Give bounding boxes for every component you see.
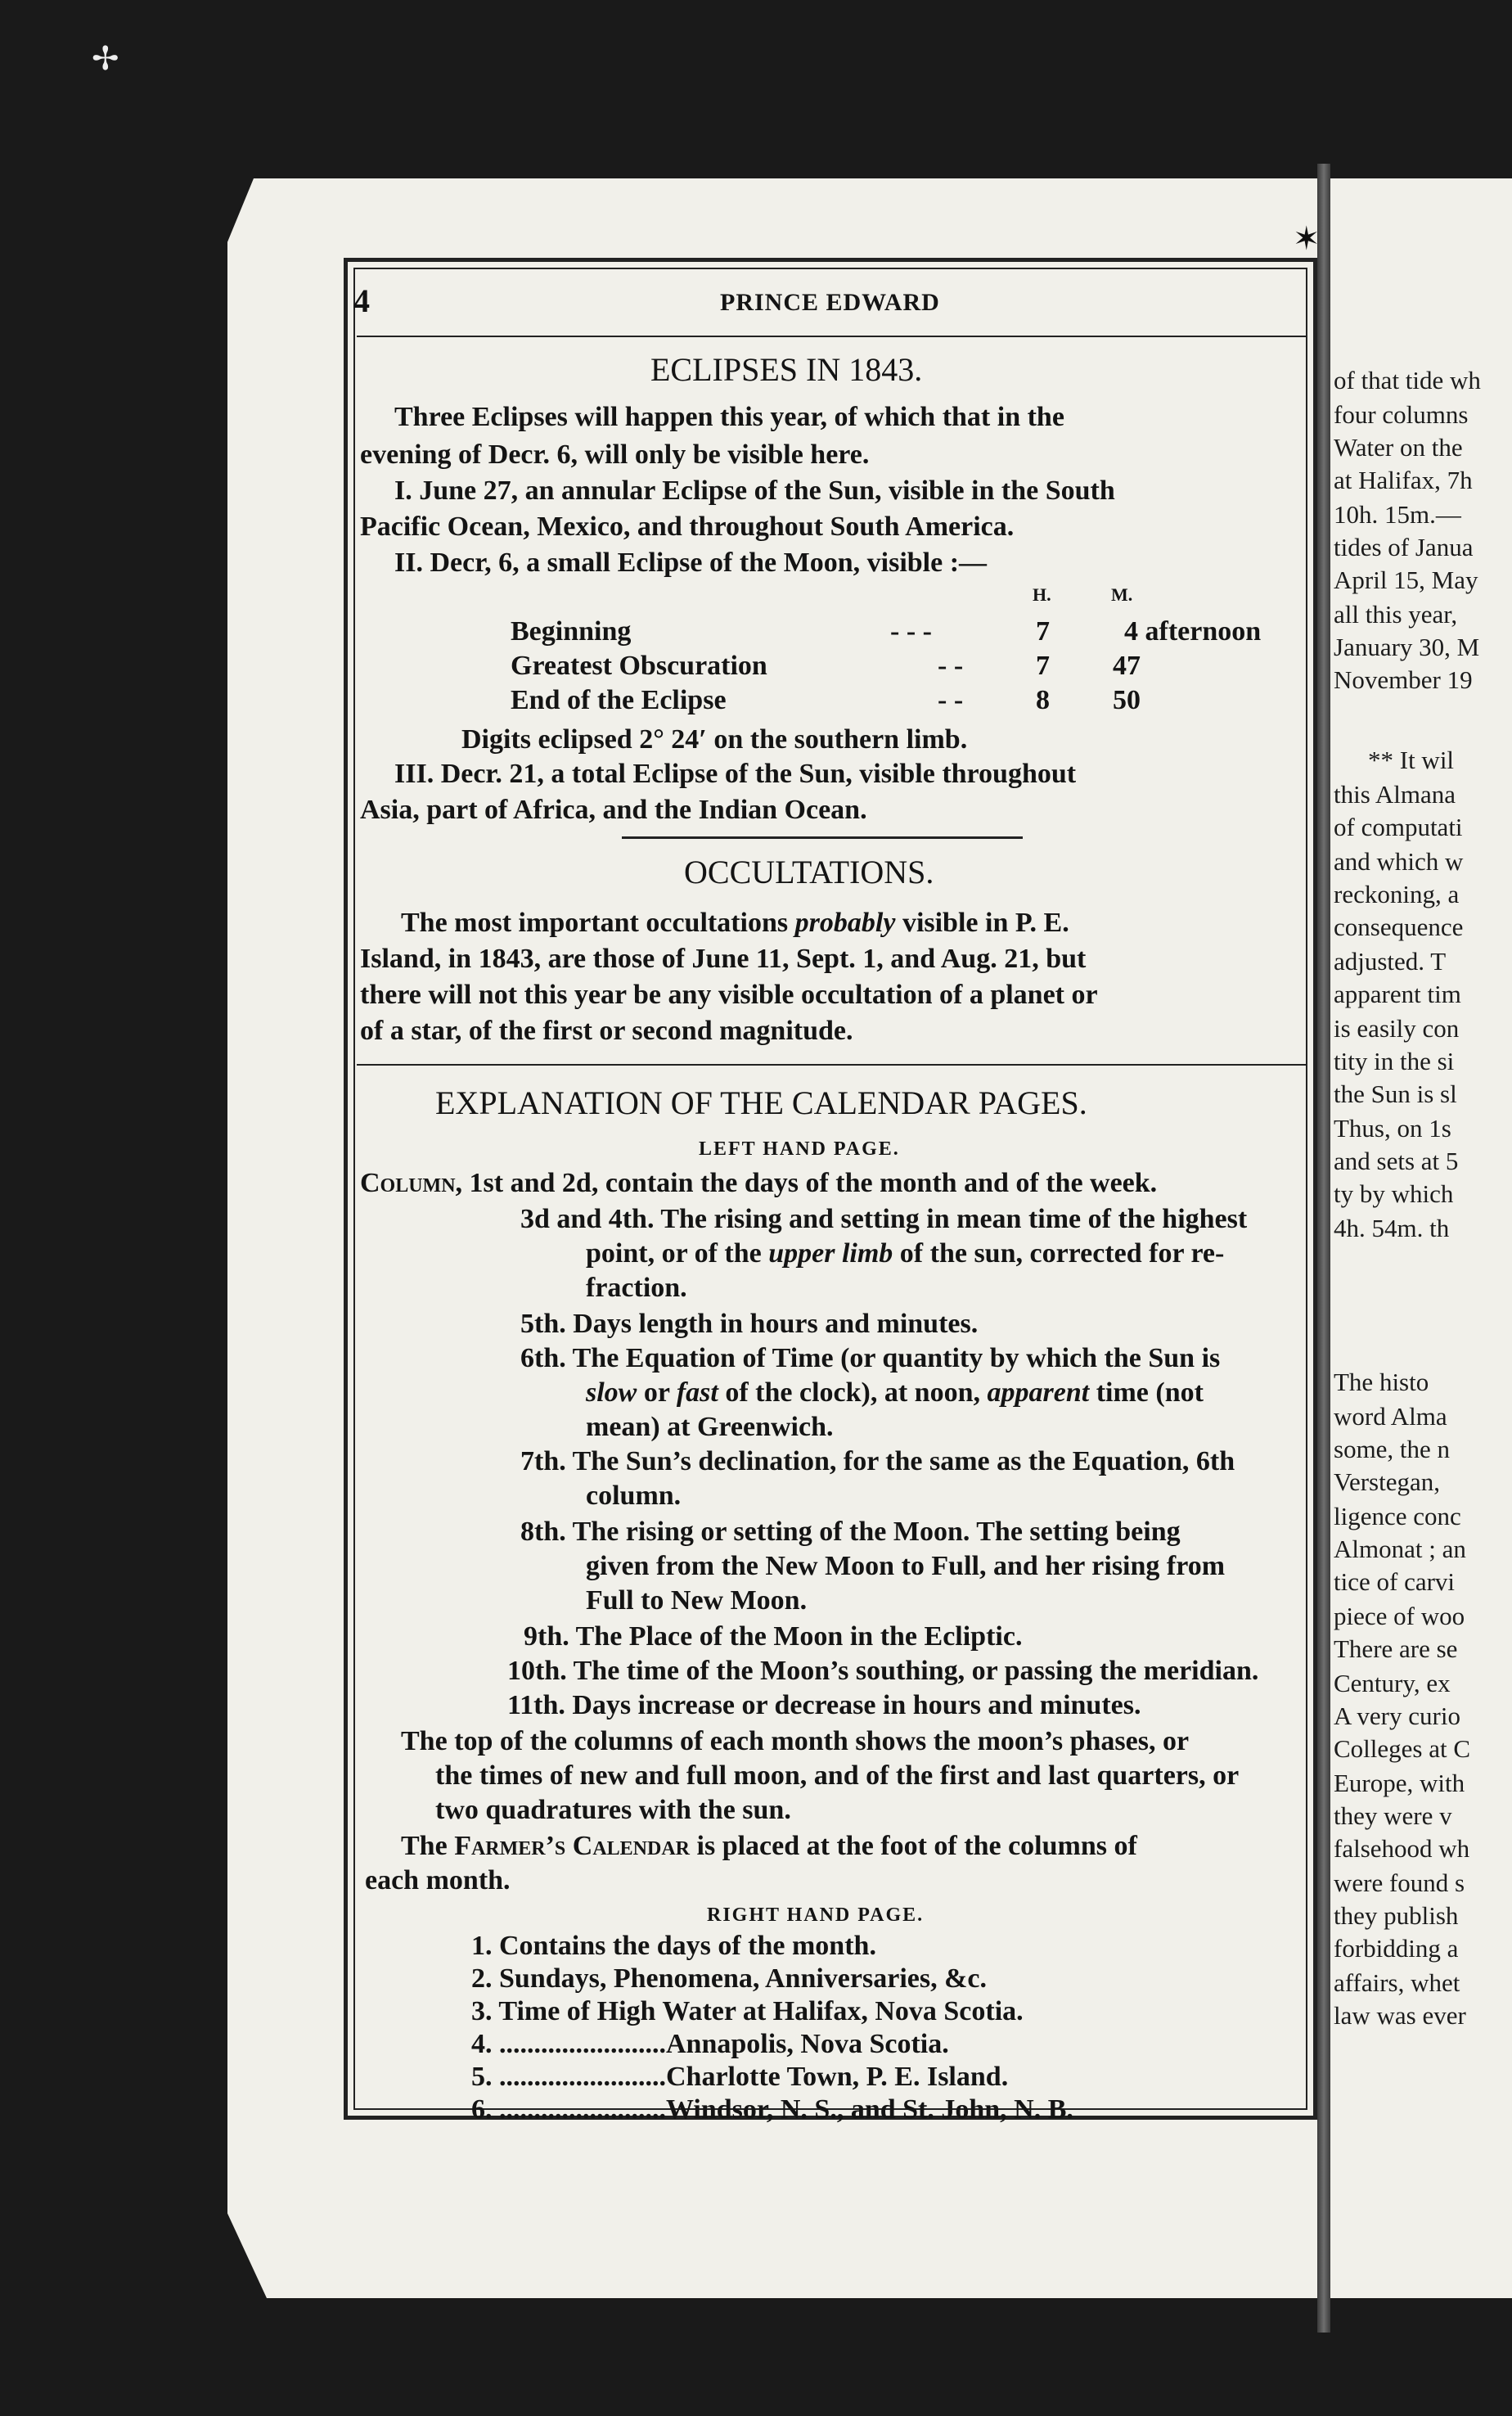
text: , 1st and 2d, contain the days of the month and of the week. xyxy=(455,1168,1158,1198)
table-head-minutes: M. xyxy=(1111,584,1133,605)
adjacent-page-line: Europe, with xyxy=(1334,1769,1465,1797)
adjacent-page-line: and which w xyxy=(1334,847,1464,876)
adjacent-page-line: of computati xyxy=(1334,813,1463,841)
top-of-columns-line-3: two quadratures with the sun. xyxy=(435,1795,791,1825)
eclipse-item-3-line-1: III. Decr. 21, a total Eclipse of the Sun, visible throughout xyxy=(394,759,1077,789)
text: is placed at the foot of the columns of xyxy=(690,1831,1137,1861)
occultations-line-1 xyxy=(401,907,1069,940)
adjacent-page-line: they publish xyxy=(1334,1901,1459,1930)
row-label: Greatest Obscuration xyxy=(511,651,767,681)
adjacent-page-line: tice of carvi xyxy=(1334,1567,1456,1596)
book-gutter xyxy=(1317,164,1330,2333)
adjacent-page-line: piece of woo xyxy=(1334,1602,1465,1630)
occultations-heading: OCCULTATIONS. xyxy=(684,854,934,890)
adjacent-page-line: Verstegan, xyxy=(1334,1467,1440,1496)
adjacent-page-line: November 19 xyxy=(1334,665,1473,694)
row-label: End of the Eclipse xyxy=(511,685,727,715)
right-item-2: 2. Sundays, Phenomena, Anniversaries, &c. xyxy=(471,1963,987,1994)
column-9: 9th. The Place of the Moon in the Ecliptic. xyxy=(524,1621,1023,1652)
adjacent-page-line: reckoning, a xyxy=(1334,880,1460,908)
binding-star: ✶ xyxy=(1293,220,1321,257)
adjacent-page-line: adjusted. T xyxy=(1334,947,1447,976)
emphasis: fast xyxy=(676,1377,718,1408)
eclipses-heading: ECLIPSES IN 1843. xyxy=(650,351,923,388)
column-7-line-2: column. xyxy=(586,1481,682,1511)
row-hours: 7 xyxy=(1036,651,1050,681)
eclipse-item-1-line-2: Pacific Ocean, Mexico, and throughout South America. xyxy=(360,512,1015,542)
adjacent-page-line: Water on the xyxy=(1334,433,1463,462)
right-item-4: 4. ........................Annapolis, Nova Scotia. xyxy=(471,2029,949,2059)
column-1-2 xyxy=(360,1167,1157,1200)
digits-eclipsed: Digits eclipsed 2° 24′ on the southern limb. xyxy=(461,724,968,755)
eclipse-item-3-line-2: Asia, part of Africa, and the Indian Ocean. xyxy=(360,795,867,825)
occultations-line-2: Island, in 1843, are those of June 11, Sept. 1, and Aug. 21, but xyxy=(360,944,1087,974)
text: time (not xyxy=(1089,1377,1204,1408)
column-3-4-line-3: fraction. xyxy=(586,1273,687,1303)
adjacent-page-line: January 30, M xyxy=(1334,633,1480,661)
section-divider xyxy=(622,836,1023,839)
text: or xyxy=(637,1377,677,1408)
adjacent-page-line: ligence conc xyxy=(1334,1502,1461,1530)
emphasis: apparent xyxy=(987,1377,1090,1408)
adjacent-page-line: all this year, xyxy=(1334,600,1458,629)
row-dashes: - - - xyxy=(890,616,932,647)
adjacent-page-line: consequence xyxy=(1334,913,1464,941)
eclipse-item-1-line-1: I. June 27, an annular Eclipse of the Sun, visible in the South xyxy=(394,476,1115,506)
adjacent-page-line: falsehood wh xyxy=(1334,1834,1470,1863)
adjacent-page-line: April 15, May xyxy=(1334,566,1478,594)
column-5: 5th. Days length in hours and minutes. xyxy=(520,1309,979,1339)
adjacent-page-line: apparent tim xyxy=(1334,980,1461,1008)
column-label: Column xyxy=(360,1168,456,1198)
adjacent-page-line: A very curio xyxy=(1334,1702,1460,1730)
adjacent-page-line: at Halifax, 7h xyxy=(1334,466,1473,494)
farmers-calendar-line-2: each month. xyxy=(365,1865,511,1895)
adjacent-page-line: Colleges at C xyxy=(1334,1734,1471,1763)
adjacent-page-line: is easily con xyxy=(1334,1014,1460,1043)
adjacent-page-line: There are se xyxy=(1334,1634,1458,1663)
occultations-line-4: of a star, of the first or second magnitude. xyxy=(360,1016,853,1046)
text: of the clock), at noon, xyxy=(718,1377,988,1408)
header-rule xyxy=(357,336,1306,337)
top-of-columns-line-1: The top of the columns of each month shows the moon’s phases, or xyxy=(401,1726,1190,1756)
adjacent-page-line: The histo xyxy=(1334,1368,1429,1396)
farmers-calendar-line-1 xyxy=(401,1830,1137,1863)
adjacent-page-line: four columns xyxy=(1334,400,1469,429)
eclipses-intro-1: Three Eclipses will happen this year, of which that in the xyxy=(394,402,1064,432)
column-6-line-3: mean) at Greenwich. xyxy=(586,1412,834,1442)
adjacent-page-line: were found s xyxy=(1334,1868,1465,1897)
column-8-line-3: Full to New Moon. xyxy=(586,1585,808,1616)
adjacent-page-line: law was ever xyxy=(1334,2001,1466,2030)
adjacent-page-line: tides of Janua xyxy=(1334,533,1474,561)
adjacent-page-line: the Sun is sl xyxy=(1334,1080,1457,1108)
page-number: 4 xyxy=(353,282,370,319)
right-hand-page-subheading: RIGHT HAND PAGE. xyxy=(707,1904,925,1926)
column-6-line-1: 6th. The Equation of Time (or quantity by which the Sun is xyxy=(520,1343,1221,1373)
eclipses-intro-2: evening of Decr. 6, will only be visible here. xyxy=(360,439,870,470)
row-label: Beginning xyxy=(511,616,632,647)
right-item-5: 5. ........................Charlotte Town, P. E. Island. xyxy=(471,2062,1009,2092)
adjacent-page-line: affairs, whet xyxy=(1334,1968,1460,1997)
column-3-4-line-2 xyxy=(586,1237,1224,1270)
adjacent-page-line: Thus, on 1s xyxy=(1334,1114,1451,1143)
table-head-hours: H. xyxy=(1033,584,1051,605)
adjacent-page-line: 4h. 54m. th xyxy=(1334,1214,1450,1242)
running-title: PRINCE EDWARD xyxy=(720,289,940,316)
row-minutes: 50 xyxy=(1113,685,1141,715)
column-10: 10th. The time of the Moon’s southing, or passing the meridian. xyxy=(507,1656,1259,1686)
emphasis: slow xyxy=(586,1377,637,1408)
row-minutes: 47 xyxy=(1113,651,1141,681)
film-mark: ✢ xyxy=(92,40,119,77)
column-7-line-1: 7th. The Sun’s declination, for the same as the Equation, 6th xyxy=(520,1446,1235,1476)
column-11: 11th. Days increase or decrease in hours and minutes. xyxy=(507,1690,1141,1720)
occultations-line-3: there will not this year be any visible occultation of a planet or xyxy=(360,980,1098,1010)
column-8-line-2: given from the New Moon to Full, and her rising from xyxy=(586,1551,1226,1581)
adjacent-page-line: Century, ex xyxy=(1334,1669,1451,1697)
eclipse-item-2: II. Decr, 6, a small Eclipse of the Moon, visible :— xyxy=(394,548,988,578)
text: The xyxy=(401,1831,455,1861)
top-of-columns-line-2: the times of new and full moon, and of the first and last quarters, or xyxy=(435,1760,1240,1791)
adjacent-page-line: forbidding a xyxy=(1334,1934,1459,1963)
adjacent-page-line: and sets at 5 xyxy=(1334,1147,1459,1175)
text: The most important occultations xyxy=(401,908,795,938)
column-8-line-1: 8th. The rising or setting of the Moon. The setting being xyxy=(520,1517,1181,1547)
adjacent-page-line: ** It wil xyxy=(1368,746,1455,774)
adjacent-page-line: ty by which xyxy=(1334,1179,1454,1208)
emphasis: upper limb xyxy=(768,1238,893,1269)
row-dashes: - - xyxy=(938,685,964,715)
right-item-6: 6. ........................Windsor, N. S., and St. John, N. B. xyxy=(471,2094,1073,2125)
adjacent-page-line: some, the n xyxy=(1334,1435,1451,1463)
right-item-1: 1. Contains the days of the month. xyxy=(471,1931,876,1961)
adjacent-page-line: 10h. 15m.— xyxy=(1334,500,1461,529)
adjacent-page-line: they were v xyxy=(1334,1801,1452,1830)
column-6-line-2 xyxy=(586,1377,1204,1409)
row-hours: 7 xyxy=(1036,616,1050,647)
adjacent-page-line: of that tide wh xyxy=(1334,366,1481,394)
text: of the sun, corrected for re- xyxy=(893,1238,1225,1269)
text: visible in P. E. xyxy=(895,908,1069,938)
row-dashes: - - xyxy=(938,651,964,681)
emphasis: probably xyxy=(794,908,896,938)
text: point, or of the xyxy=(586,1238,769,1269)
left-hand-page-subheading: LEFT HAND PAGE. xyxy=(699,1138,900,1160)
section-rule xyxy=(357,1064,1306,1066)
adjacent-page-line: tity in the si xyxy=(1334,1047,1455,1075)
column-3-4-line-1: 3d and 4th. The rising and setting in mean time of the highest xyxy=(520,1204,1248,1234)
right-item-3: 3. Time of High Water at Halifax, Nova Scotia. xyxy=(471,1996,1024,2026)
adjacent-page-line: this Almana xyxy=(1334,780,1456,809)
explanation-heading: EXPLANATION OF THE CALENDAR PAGES. xyxy=(435,1084,1087,1121)
row-hours: 8 xyxy=(1036,685,1050,715)
farmers-calendar-title: Farmer’s Calendar xyxy=(454,1831,691,1861)
adjacent-page-line: Almonat ; an xyxy=(1334,1535,1466,1563)
row-minutes: 4 afternoon xyxy=(1124,616,1262,647)
adjacent-page-line: word Alma xyxy=(1334,1402,1447,1431)
